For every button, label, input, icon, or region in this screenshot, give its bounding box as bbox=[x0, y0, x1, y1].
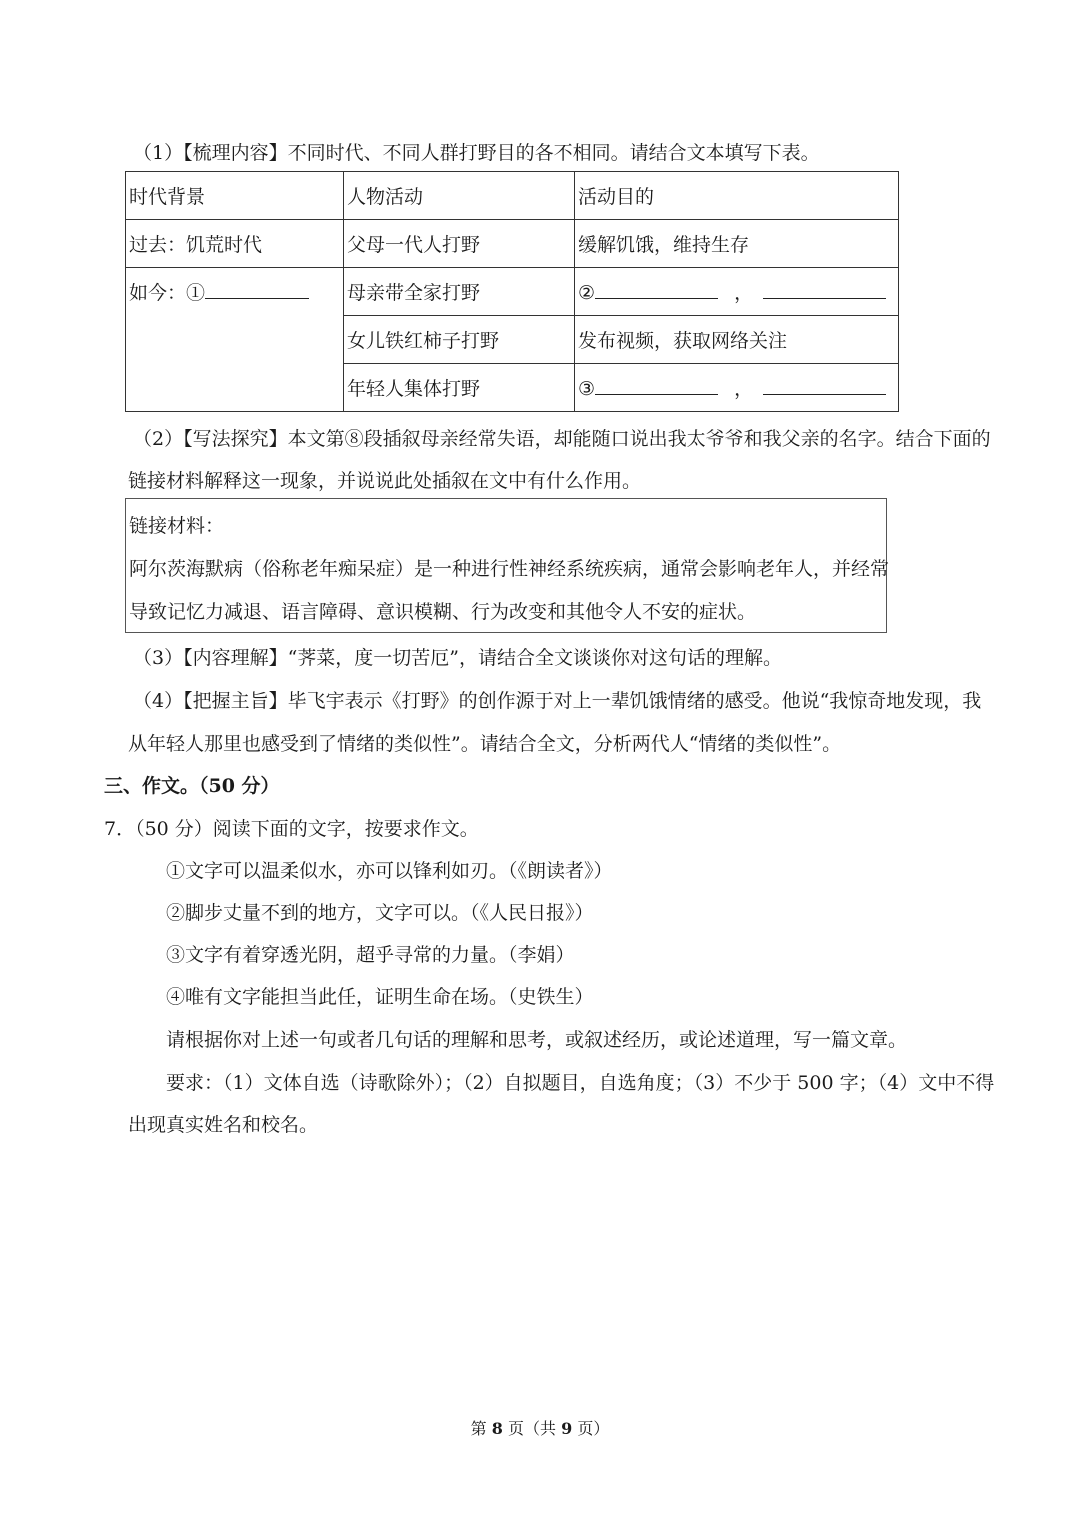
current-page-number: 8 bbox=[491, 1419, 503, 1438]
q7-quote: ③文字有着穿透光阴，超乎寻常的力量。（李娟） bbox=[166, 944, 575, 966]
table-header-row bbox=[126, 172, 899, 220]
page-footer bbox=[0, 1416, 1080, 1439]
answer-blank-3b[interactable] bbox=[763, 376, 886, 395]
fill-in-table bbox=[125, 171, 899, 412]
table-cell-era-now bbox=[126, 268, 344, 412]
table-cell: 母亲带全家打野 bbox=[344, 268, 575, 316]
q4-line2: 从年轻人那里也感受到了情绪的类似性”。请结合全文，分析两代人“情绪的类似性”。 bbox=[128, 733, 842, 755]
q7-stem: 7．（50 分）阅读下面的文字，按要求作文。 bbox=[104, 818, 479, 840]
table-cell: 发布视频，获取网络关注 bbox=[575, 316, 899, 364]
table-header-cell: 活动目的 bbox=[575, 172, 899, 220]
q7-requirements-line2: 出现真实姓名和校名。 bbox=[128, 1114, 319, 1136]
table-header-cell: 时代背景 bbox=[126, 172, 344, 220]
table-cell-text: 如今：① bbox=[129, 282, 206, 304]
q7-instruction: 请根据你对上述一句或者几句话的理解和思考，或叙述经历，或论述道理，写一篇文章。 bbox=[166, 1029, 908, 1051]
answer-blank-2b[interactable] bbox=[763, 280, 886, 299]
q2-line2: 链接材料解释这一现象，并说说此处插叙在文中有什么作用。 bbox=[128, 470, 642, 492]
link-material-box bbox=[125, 498, 890, 633]
q3-text: （3）【内容理解】“荠菜，度一切苦厄”，请结合全文谈谈你对这句话的理解。 bbox=[133, 647, 783, 669]
table-cell-text: ③ bbox=[578, 378, 596, 400]
table-row bbox=[126, 220, 899, 268]
q7-quote: ①文字可以温柔似水，亦可以锋利如刃。（《朗读者》） bbox=[166, 860, 613, 882]
total-page-number: 9 bbox=[561, 1419, 573, 1438]
q7-quote: ②脚步丈量不到的地方，文字可以。（《人民日报》） bbox=[166, 902, 594, 924]
footer-text: 页） bbox=[572, 1419, 610, 1438]
link-material-title: 链接材料： bbox=[129, 515, 225, 537]
table-cell: 女儿铁红柿子打野 bbox=[344, 316, 575, 364]
table-cell: 过去：饥荒时代 bbox=[126, 220, 344, 268]
table-cell-answer-2 bbox=[575, 268, 899, 316]
link-material-line2: 导致记忆力减退、语言障碍、意识模糊、行为改变和其他令人不安的症状。 bbox=[129, 601, 757, 623]
table-row bbox=[126, 268, 899, 316]
table-header-cell: 人物活动 bbox=[344, 172, 575, 220]
table-cell-text: ② bbox=[578, 282, 596, 304]
table-cell: 父母一代人打野 bbox=[344, 220, 575, 268]
table-cell-answer-3 bbox=[575, 364, 899, 412]
answer-blank-2a[interactable] bbox=[595, 280, 718, 299]
section-title: 三、作文。（50 分） bbox=[104, 775, 280, 797]
footer-text: 页（共 bbox=[502, 1419, 562, 1438]
answer-blank-3a[interactable] bbox=[595, 376, 718, 395]
link-material-line1: 阿尔茨海默病（俗称老年痴呆症）是一种进行性神经系统疾病，通常会影响老年人，并经常 bbox=[129, 558, 890, 580]
q2-line1: （2）【写法探究】本文第⑧段插叙母亲经常失语，却能随口说出我太爷爷和我父亲的名字。结合下面的 bbox=[133, 428, 991, 450]
q7-quote: ④唯有文字能担当此任，证明生命在场。（史铁生） bbox=[166, 986, 594, 1008]
comma: ， bbox=[734, 378, 754, 400]
q7-requirements-line1: 要求：（1）文体自选（诗歌除外）；（2）自拟题目，自选角度；（3）不少于 500 字；（4）文中不得 bbox=[166, 1072, 995, 1094]
q4-line1: （4）【把握主旨】毕飞宇表示《打野》的创作源于对上一辈饥饿情绪的感受。他说“我惊奇地发现，我 bbox=[133, 690, 982, 712]
q1-text: （1）【梳理内容】不同时代、不同人群打野目的各不相同。请结合文本填写下表。 bbox=[133, 142, 820, 164]
footer-text: 第 bbox=[470, 1419, 492, 1438]
table-cell: 年轻人集体打野 bbox=[344, 364, 575, 412]
answer-blank-1[interactable] bbox=[205, 280, 309, 299]
comma: ， bbox=[734, 282, 754, 304]
table-cell: 缓解饥饿，维持生存 bbox=[575, 220, 899, 268]
